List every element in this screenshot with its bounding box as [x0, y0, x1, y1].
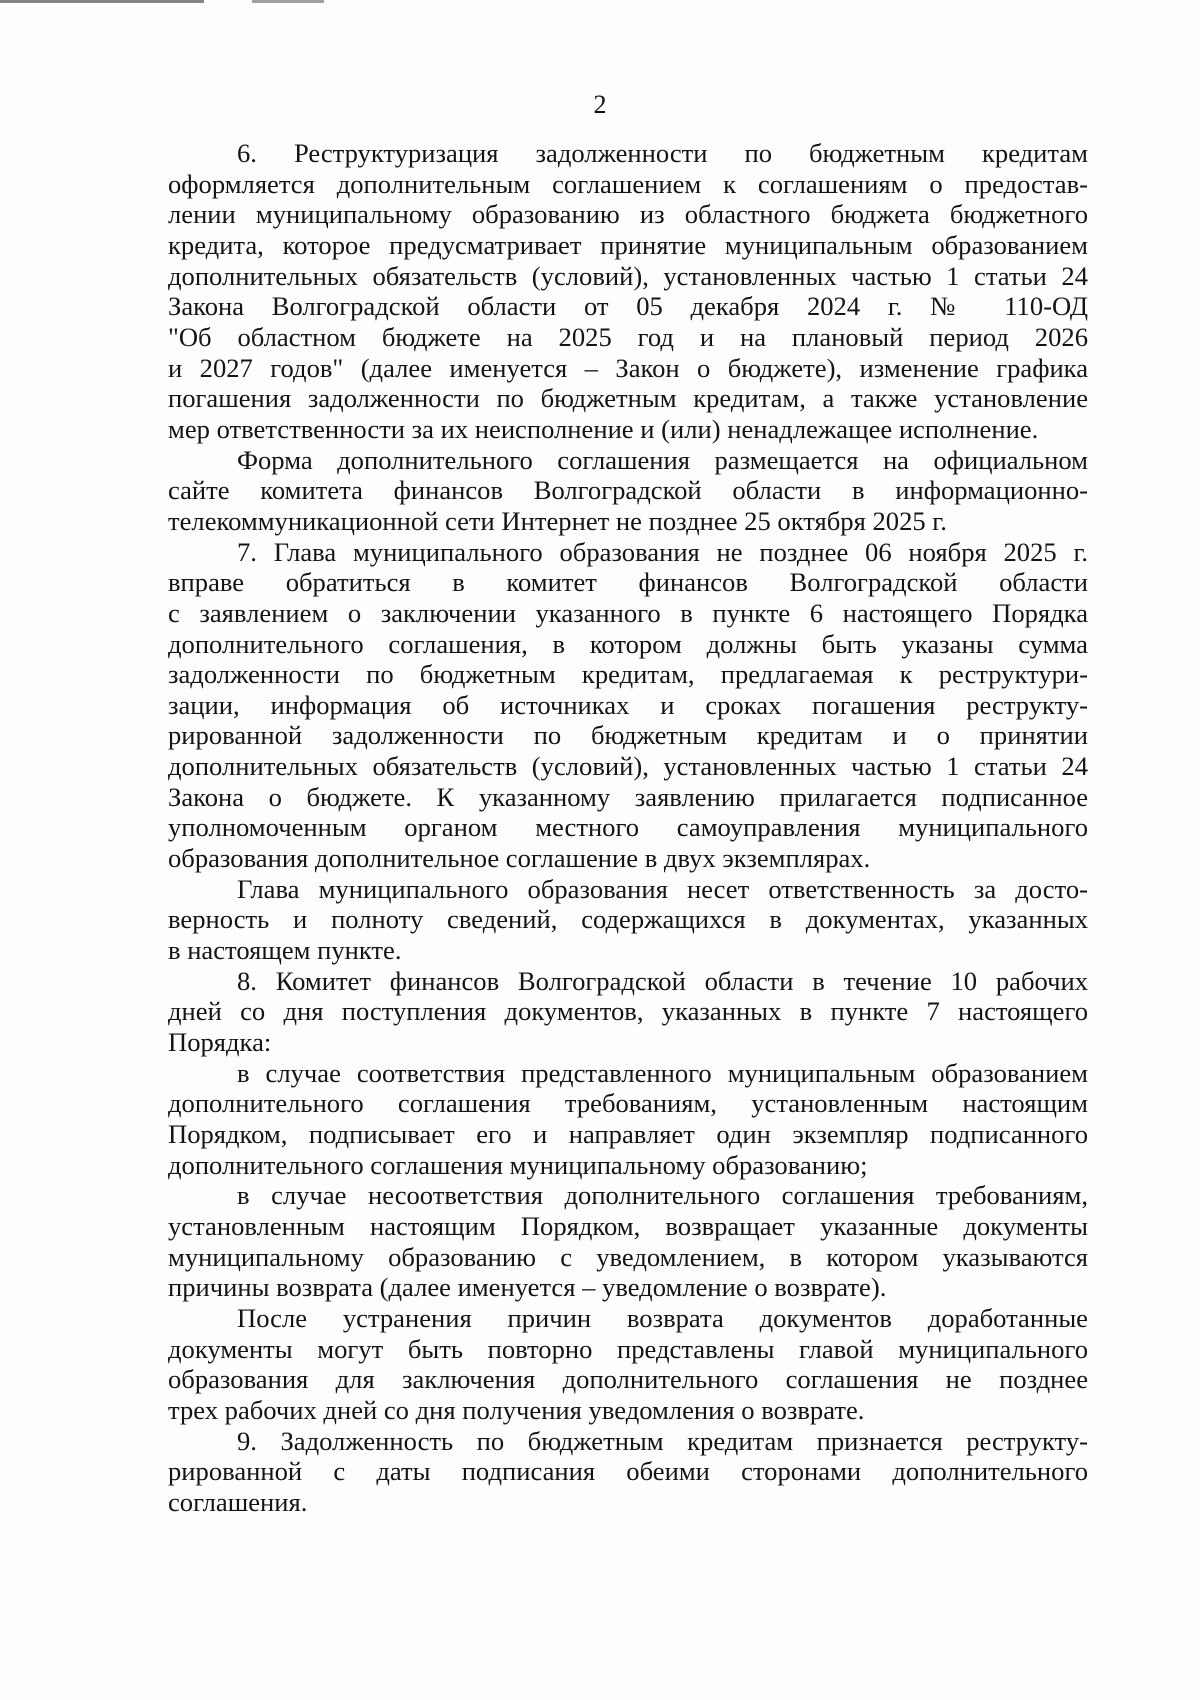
text-line: Закона Волгоградской области от 05 декабря 2024 г. № 110-ОД [168, 291, 1088, 322]
text-line: лении муниципальному образованию из областного бюджета бюджетного [168, 199, 1088, 230]
text-line: мер ответственности за их неисполнение и (или) ненадлежащее исполнение. [168, 413, 1039, 444]
text-line: дополнительных обязательств (условий), установленных частью 1 статьи 24 [168, 751, 1088, 782]
text-line: 6. Реструктуризация задолженности по бюджетным кредитам [237, 138, 1088, 168]
text-line: в случае соответствия представленного муниципальным образованием [237, 1057, 1088, 1088]
text-line: погашения задолженности по бюджетным кредитам, а также установление [168, 383, 1088, 414]
text-line: Порядка: [168, 1027, 272, 1058]
text-line: дополнительного соглашения муниципальному образованию; [168, 1149, 868, 1180]
paragraph-p7-resp [168, 874, 1088, 966]
text-line: образования для заключения дополнительного соглашения не позднее [168, 1364, 1088, 1395]
paragraph-p6-form [168, 445, 1088, 537]
text-line: верность и полноту сведений, содержащихся в документах, указанных [168, 904, 1088, 935]
text-line: телекоммуникационной сети Интернет не позднее 25 октября 2025 г. [168, 505, 947, 536]
text-line: дополнительного соглашения, в котором должны быть указаны сумма [168, 628, 1088, 659]
text-line: сайте комитета финансов Волгоградской области в информационно- [168, 475, 1088, 506]
document-body [168, 138, 1088, 1518]
paragraph-p8-b [168, 1180, 1088, 1303]
text-line: рированной с даты подписания обеими сторонами дополнительного [168, 1456, 1088, 1487]
text-line: Форма дополнительного соглашения размещается на официальном [237, 444, 1088, 475]
text-line: муниципальному образованию с уведомлением, в котором указываются [168, 1241, 1088, 1272]
paragraph-p8-a [168, 1058, 1088, 1181]
text-line: После устранения причин возврата документов доработанные [237, 1302, 1088, 1333]
text-line: дополнительного соглашения требованиям, установленным настоящим [168, 1088, 1088, 1119]
paragraph-p7 [168, 537, 1088, 874]
text-line: вправе обратиться в комитет финансов Волгоградской области [168, 567, 1088, 598]
text-line: 8. Комитет финансов Волгоградской области в течение 10 рабочих [237, 965, 1088, 996]
text-line: кредита, которое предусматривает принятие муниципальным образованием [168, 229, 1088, 260]
text-line: оформляется дополнительным соглашением к соглашениям о предостав- [168, 168, 1088, 199]
text-line: соглашения. [168, 1486, 308, 1517]
text-line: 7. Глава муниципального образования не позднее 06 ноября 2025 г. [237, 536, 1088, 567]
text-line: и 2027 годов" (далее именуется – Закон о бюджете), изменение графика [168, 352, 1088, 383]
text-line: дополнительных обязательств (условий), установленных частью 1 статьи 24 [168, 260, 1088, 291]
paragraph-p8-c [168, 1303, 1088, 1426]
text-line: уполномоченным органом местного самоуправления муниципального [168, 812, 1088, 843]
text-line: в случае несоответствия дополнительного соглашения требованиям, [237, 1180, 1088, 1211]
text-line: с заявлением о заключении указанного в пункте 6 настоящего Порядка [168, 597, 1088, 628]
text-line: причины возврата (далее именуется – уведомление о возврате). [168, 1272, 887, 1303]
text-line: зации, информация об источниках и сроках погашения реструкту- [168, 689, 1088, 720]
text-line: "Об областном бюджете на 2025 год и на плановый период 2026 [168, 321, 1088, 352]
text-line: рированной задолженности по бюджетным кредитам и о принятии [168, 720, 1088, 751]
page-number: 2 [593, 90, 607, 119]
text-line: документы могут быть повторно представлены главой муниципального [168, 1333, 1088, 1364]
text-line: дней со дня поступления документов, указанных в пункте 7 настоящего [168, 996, 1088, 1027]
scan-edge-decoration [0, 0, 1200, 3]
text-line: Глава муниципального образования несет ответственность за досто- [237, 873, 1088, 904]
text-line: Порядком, подписывает его и направляет один экземпляр подписанного [168, 1119, 1088, 1149]
text-line: в настоящем пункте. [168, 935, 402, 966]
paragraph-p6 [168, 138, 1088, 445]
text-line: установленным настоящим Порядком, возвращает указанные документы [168, 1210, 1088, 1241]
paragraph-p8 [168, 966, 1088, 1058]
text-line: образования дополнительное соглашение в двух экземплярах. [168, 843, 871, 874]
paragraph-p9 [168, 1426, 1088, 1518]
text-line: Закона о бюджете. К указанному заявлению прилагается подписанное [168, 781, 1088, 812]
text-line: трех рабочих дней со дня получения уведомления о возврате. [168, 1394, 865, 1425]
text-line: задолженности по бюджетным кредитам, предлагаемая к реструктури- [168, 659, 1088, 690]
text-line: 9. Задолженность по бюджетным кредитам признается реструкту- [237, 1425, 1088, 1456]
